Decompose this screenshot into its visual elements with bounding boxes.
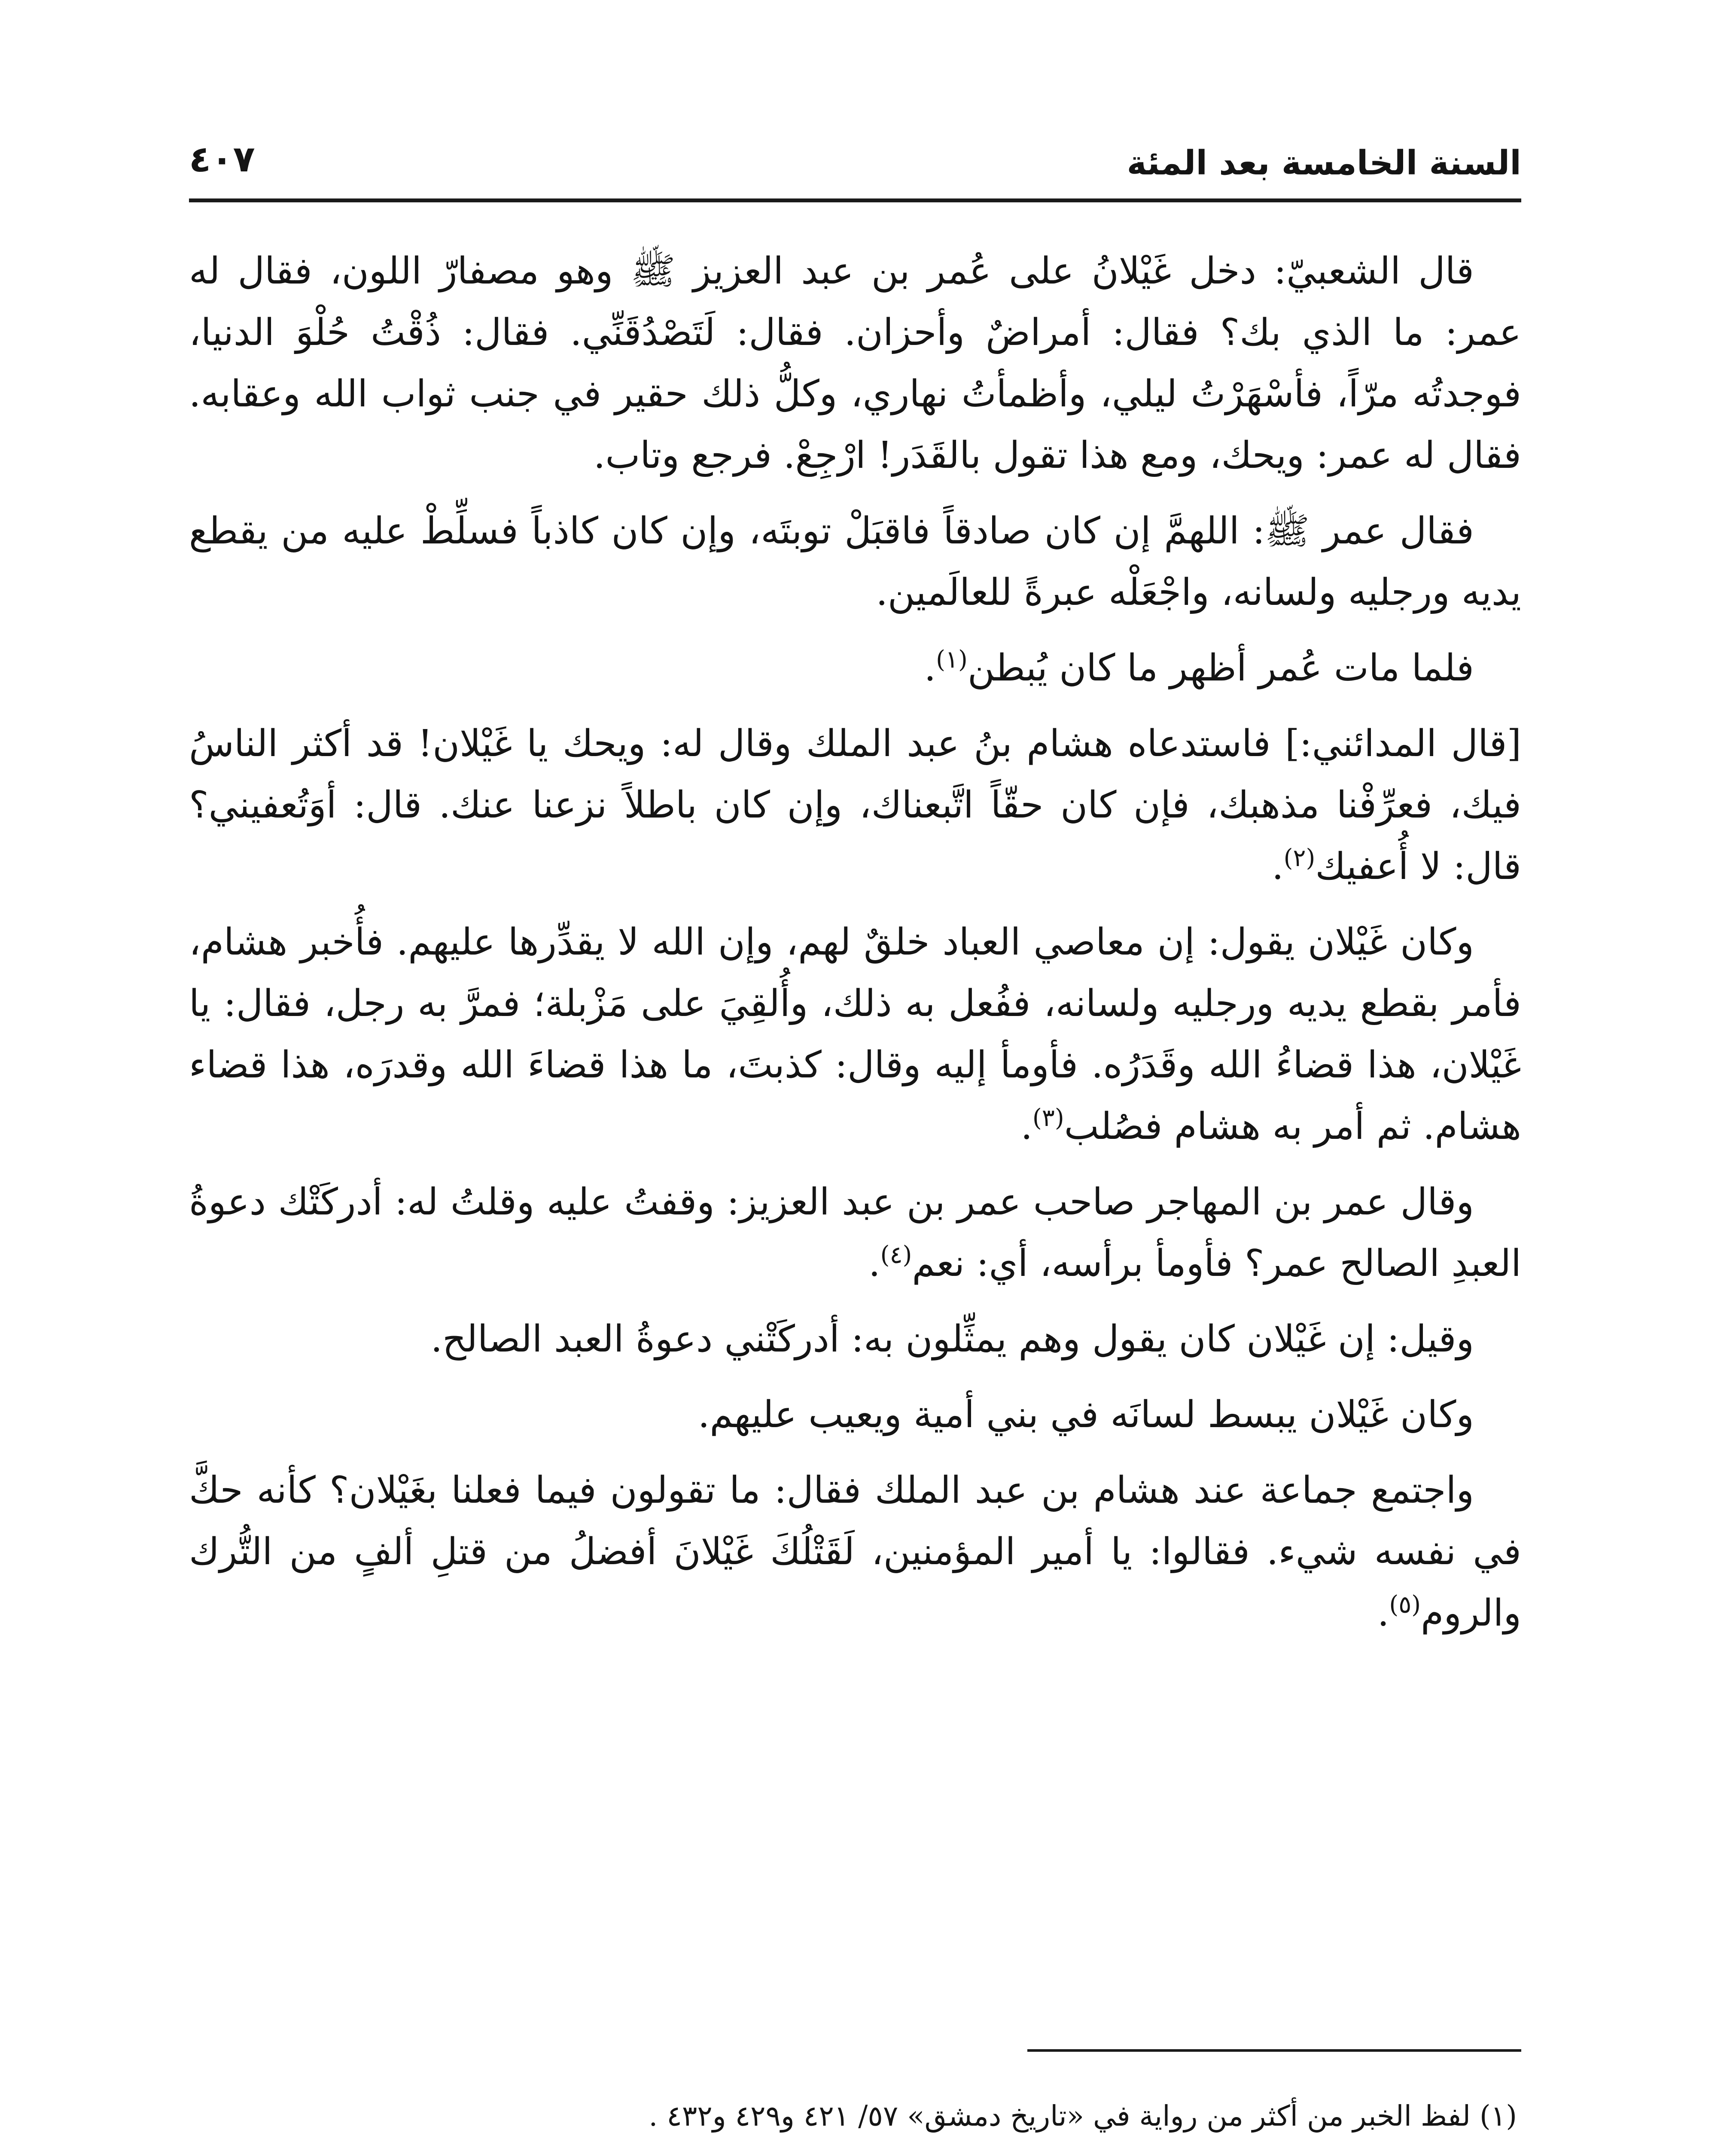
- header-rule: [189, 198, 1521, 202]
- paragraph: [189, 1309, 1521, 1370]
- paragraph-end: .: [1377, 1592, 1389, 1635]
- paragraph: [189, 638, 1521, 699]
- footnote-reference: (٤): [880, 1241, 912, 1269]
- paragraph-text: فلما مات عُمر أظهر ما كان يُبطن: [967, 647, 1474, 690]
- footnote: (١) لفظ الخبر من أكثر من رواية في «تاريخ دمشق» ٥٧/ ٤٢١ و٤٢٩ و٤٣٢ .: [649, 2099, 1517, 2133]
- footnotes: [189, 2084, 1521, 2148]
- paragraph-text: فقال عمر ﷺ: اللهمَّ إن كان صادقاً فاقبَلْ توبتَه، وإن كان كاذباً فسلِّطْ عليه من يقطع يديه ورجليه ولسانه، واجْعَلْه عبرةً للعالَمين.: [189, 510, 1521, 614]
- paragraph: [189, 241, 1521, 486]
- paragraph-end: .: [924, 647, 936, 690]
- page-header: [189, 125, 1521, 193]
- paragraph: [189, 1460, 1521, 1644]
- paragraph-text: وقال عمر بن المهاجر صاحب عمر بن عبد العزيز: وقفتُ عليه وقلتُ له: أدركَتْك دعوةُ العبدِ الصالح عمر؟ فأومأ برأسه، أي: نعم: [189, 1181, 1521, 1285]
- paragraph-text: وكان غَيْلان يقول: إن معاصي العباد خلقٌ لهم، وإن الله لا يقدِّرها عليهم. فأُخبر هشام، فأمر بقطع يديه ورجليه ولسانه، ففُعل به ذلك، وأُلقِيَ على مَزْبلة؛ فمرَّ به رجل، فقال: يا غَيْلان، هذا قضاءُ الله وقَدَرُه. فأومأ إليه وقال: كذبتَ، ما هذا قضاءَ الله وقدرَه، هذا قضاء هشام. ثم أمر به هشام فصُلب: [189, 921, 1521, 1148]
- page-number: ٤٠٧: [189, 138, 255, 180]
- paragraph-text: وقيل: إن غَيْلان كان يقول وهم يمثِّلون به: أدركَتْني دعوةُ العبد الصالح.: [430, 1318, 1474, 1361]
- running-title: السنة الخامسة بعد المئة: [1127, 144, 1521, 183]
- footnote-reference: (١): [936, 646, 968, 674]
- paragraph-end: .: [868, 1242, 880, 1285]
- paragraph-text: [قال المدائني:] فاستدعاه هشام بنُ عبد الملك وقال له: ويحك يا غَيْلان! قد أكثر الناسُ فيك، فعرِّفْنا مذهبك، فإن كان حقّاً اتَّبعناك، وإن كان باطلاً نزعنا عنك. قال: أوَتُعفيني؟ قال: لا أُعفيك: [189, 722, 1521, 888]
- footnote-separator: [1027, 2049, 1521, 2052]
- paragraph: [189, 912, 1521, 1157]
- paragraph: [189, 1384, 1521, 1446]
- paragraph: [189, 500, 1521, 623]
- paragraph-end: .: [1272, 845, 1284, 888]
- footnote-reference: (٣): [1032, 1104, 1064, 1132]
- main-text: [189, 241, 1521, 1658]
- paragraph-text: واجتمع جماعة عند هشام بن عبد الملك فقال: ما تقولون فيما فعلنا بغَيْلان؟ كأنه حكَّ في نفسه شيء. فقالوا: يا أمير المؤمنين، لَقَتْلُكَ غَيْلانَ أفضلُ من قتلِ ألفٍ من التُّرك والروم: [189, 1469, 1521, 1635]
- footnote-reference: (٢): [1283, 844, 1316, 872]
- paragraph-text: وكان غَيْلان يبسط لسانَه في بني أمية ويعيب عليهم.: [697, 1393, 1474, 1436]
- paragraph: [189, 713, 1521, 897]
- paragraph-end: .: [1020, 1105, 1032, 1148]
- paragraph-text: قال الشعبيّ: دخل غَيْلانُ على عُمر بن عبد العزيز ﷺ وهو مصفارّ اللون، فقال له عمر: ما الذي بك؟ فقال: أمراضٌ وأحزان. فقال: لَتَصْدُقَنِّي. فقال: ذُقْتُ حُلْوَ الدنيا، فوجدتُه مرّاً، فأسْهَرْتُ ليلي، وأظمأتُ نهاري، وكلُّ ذلك حقير في جنب ثواب الله وعقابه. فقال له عمر: ويحك، ومع هذا تقول بالقَدَر! ارْجِعْ. فرجع وتاب.: [189, 250, 1521, 477]
- footnote-reference: (٥): [1389, 1591, 1421, 1619]
- paragraph: [189, 1172, 1521, 1294]
